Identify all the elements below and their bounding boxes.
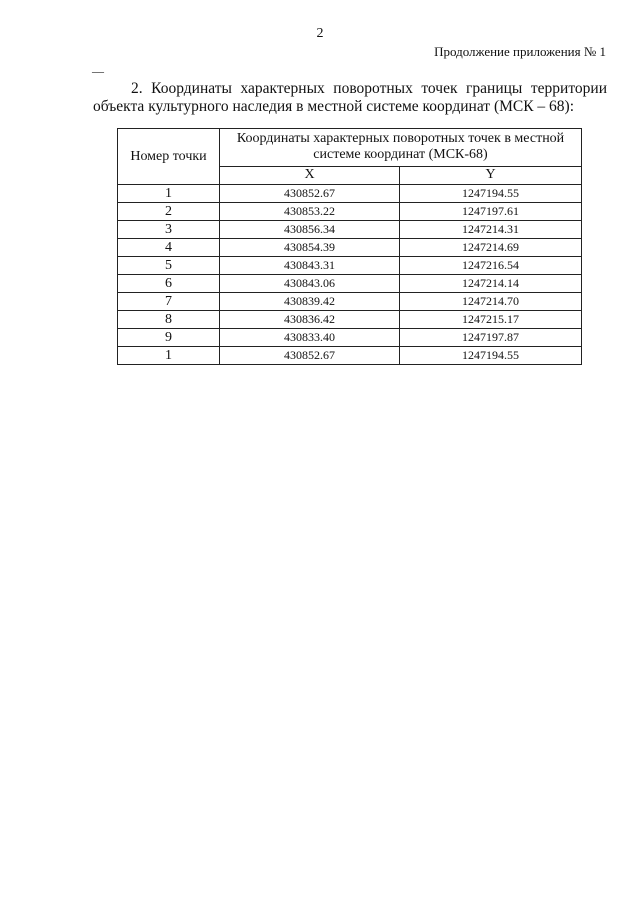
table-row <box>118 221 582 239</box>
header-x: X <box>220 166 400 184</box>
header-y: Y <box>400 166 582 184</box>
cell-point-number: 9 <box>118 329 220 347</box>
cell-x: 430836.42 <box>220 311 400 329</box>
cell-y: 1247197.61 <box>400 203 582 221</box>
cell-x: 430853.22 <box>220 203 400 221</box>
cell-x: 430854.39 <box>220 239 400 257</box>
table-row <box>118 239 582 257</box>
cell-point-number: 8 <box>118 311 220 329</box>
cell-y: 1247214.14 <box>400 275 582 293</box>
cell-y: 1247194.55 <box>400 185 582 203</box>
table-row <box>118 347 582 365</box>
cell-y: 1247216.54 <box>400 257 582 275</box>
page-number: 2 <box>316 26 324 41</box>
cell-point-number: 4 <box>118 239 220 257</box>
table-row <box>118 275 582 293</box>
table-row <box>118 203 582 221</box>
table-row <box>118 185 582 203</box>
cell-point-number: 1 <box>118 185 220 203</box>
cell-x: 430852.67 <box>220 347 400 365</box>
header-point-number: Номер точки <box>118 129 220 185</box>
cell-y: 1247214.70 <box>400 293 582 311</box>
cell-x: 430843.31 <box>220 257 400 275</box>
table-body <box>118 185 582 365</box>
cell-x: 430852.67 <box>220 185 400 203</box>
cell-x: 430843.06 <box>220 275 400 293</box>
cell-x: 430839.42 <box>220 293 400 311</box>
cell-point-number: 7 <box>118 293 220 311</box>
section-intro-text: 2. Координаты характерных поворотных точек границы территории объекта культурного наследия в местной системе координат (МСК – 68): <box>93 80 607 115</box>
cell-y: 1247215.17 <box>400 311 582 329</box>
table-row <box>118 329 582 347</box>
cell-y: 1247214.69 <box>400 239 582 257</box>
cell-x: 430833.40 <box>220 329 400 347</box>
cell-point-number: 5 <box>118 257 220 275</box>
cell-point-number: 2 <box>118 203 220 221</box>
cell-point-number: 3 <box>118 221 220 239</box>
coordinates-table <box>117 128 582 365</box>
table-row <box>118 293 582 311</box>
cell-y: 1247197.87 <box>400 329 582 347</box>
header-coordinates-group: Координаты характерных поворотных точек в местной системе координат (МСК-68) <box>220 129 582 167</box>
table-row <box>118 257 582 275</box>
cell-point-number: 6 <box>118 275 220 293</box>
table-row <box>118 311 582 329</box>
cell-y: 1247194.55 <box>400 347 582 365</box>
cell-point-number: 1 <box>118 347 220 365</box>
appendix-continuation-note: Продолжение приложения № 1 <box>434 44 606 59</box>
dash-mark: — <box>92 64 104 78</box>
table-header-row <box>118 129 582 167</box>
cell-y: 1247214.31 <box>400 221 582 239</box>
cell-x: 430856.34 <box>220 221 400 239</box>
